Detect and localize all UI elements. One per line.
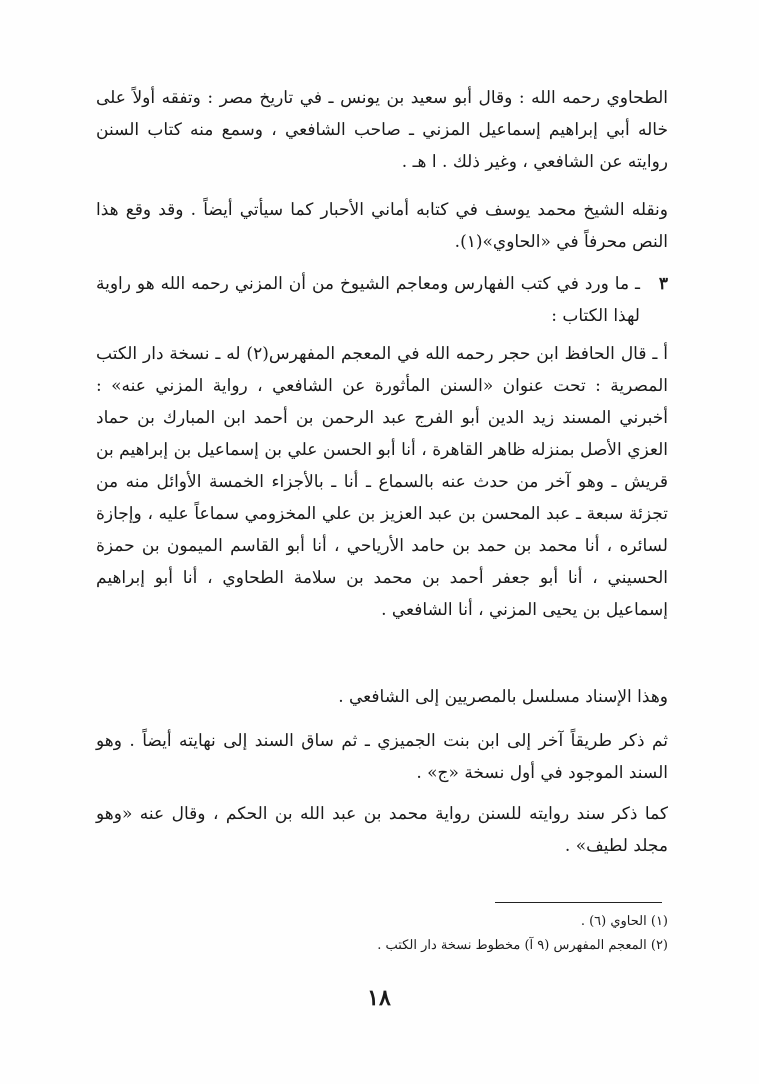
list-item-number: ٣ — [658, 274, 668, 294]
paragraph-egyptian-chain: وهذا الإسناد مسلسل بالمصريين إلى الشافعي . — [338, 687, 668, 707]
page-number: ١٨ — [367, 985, 391, 1011]
paragraph-amani-al-ahbar: ونقله الشيخ محمد يوسف في كتابه أماني الأحبار كما سيأتي أيضاً . وقد وقع هذا النص محرفاً في «الحاوي»(١). — [96, 200, 668, 252]
footnote-1: (١) الحاوي (٦) . — [580, 914, 668, 929]
list-item-3 — [96, 268, 668, 332]
footnote-2: (٢) المعجم المفهرس (٩ آ) مخطوط نسخة دار الكتب . — [377, 938, 668, 953]
list-item-3-text: ـ ما ورد في كتب الفهارس ومعاجم الشيوخ من أن المزني رحمه الله هو راوية لهذا الكتاب : — [96, 274, 640, 326]
footnote-separator — [495, 902, 662, 903]
paragraph-tahawi-ibn-yunus: الطحاوي رحمه الله : وقال أبو سعيد بن يونس ـ في تاريخ مصر : وتفقه أولاً على خاله أبي إبراهيم إسماعيل المزني ـ صاحب الشافعي ، وسمع منه كتاب السنن روايته عن الشافعي ، وغير ذلك . ا هـ . — [96, 88, 668, 172]
paragraph-ibn-al-hakam: كما ذكر سند روايته للسنن رواية محمد بن عبد الله بن الحكم ، وقال عنه «وهو مجلد لطيف» . — [96, 804, 669, 856]
paragraph-ibn-hajar-isnad: أ ـ قال الحافظ ابن حجر رحمه الله في المعجم المفهرس(٢) له ـ نسخة دار الكتب المصرية : تحت عنوان «السنن المأثورة عن الشافعي ، رواية المزني عنه» : أخبرني المسند زيد الدين أبو الفرج عبد الرحمن بن أحمد ابن المبارك بن حماد العزي الأصل بمنزله ظاهر القاهرة ، أنا أبو الحسن علي بن إسماعيل بن إبراهيم بن قريش ـ وهو آخر من حدث عنه بالسماع ـ أنا ـ بالأجزاء الخمسة الأوائل منه من تجزئة سبعة ـ عبد المحسن بن عبد العزيز بن علي المخزومي سماعاً عليه ، وإجازة لسائره ، أنا محمد بن حمد بن حامد الأرياحي ، أنا أبو القاسم الميمون بن حمزة الحسيني ، أنا أبو جعفر أحمد بن محمد بن سلامة الطحاوي ، أنا أبو إبراهيم إسماعيل بن يحيى المزني ، أنا الشافعي . — [96, 344, 668, 620]
footnotes — [300, 910, 668, 958]
paragraph-another-route: ثم ذكر طريقاً آخر إلى ابن بنت الجميزي ـ ثم ساق السند إلى نهايته أيضاً . وهو السند الموجود في أول نسخة «ج» . — [96, 731, 668, 783]
